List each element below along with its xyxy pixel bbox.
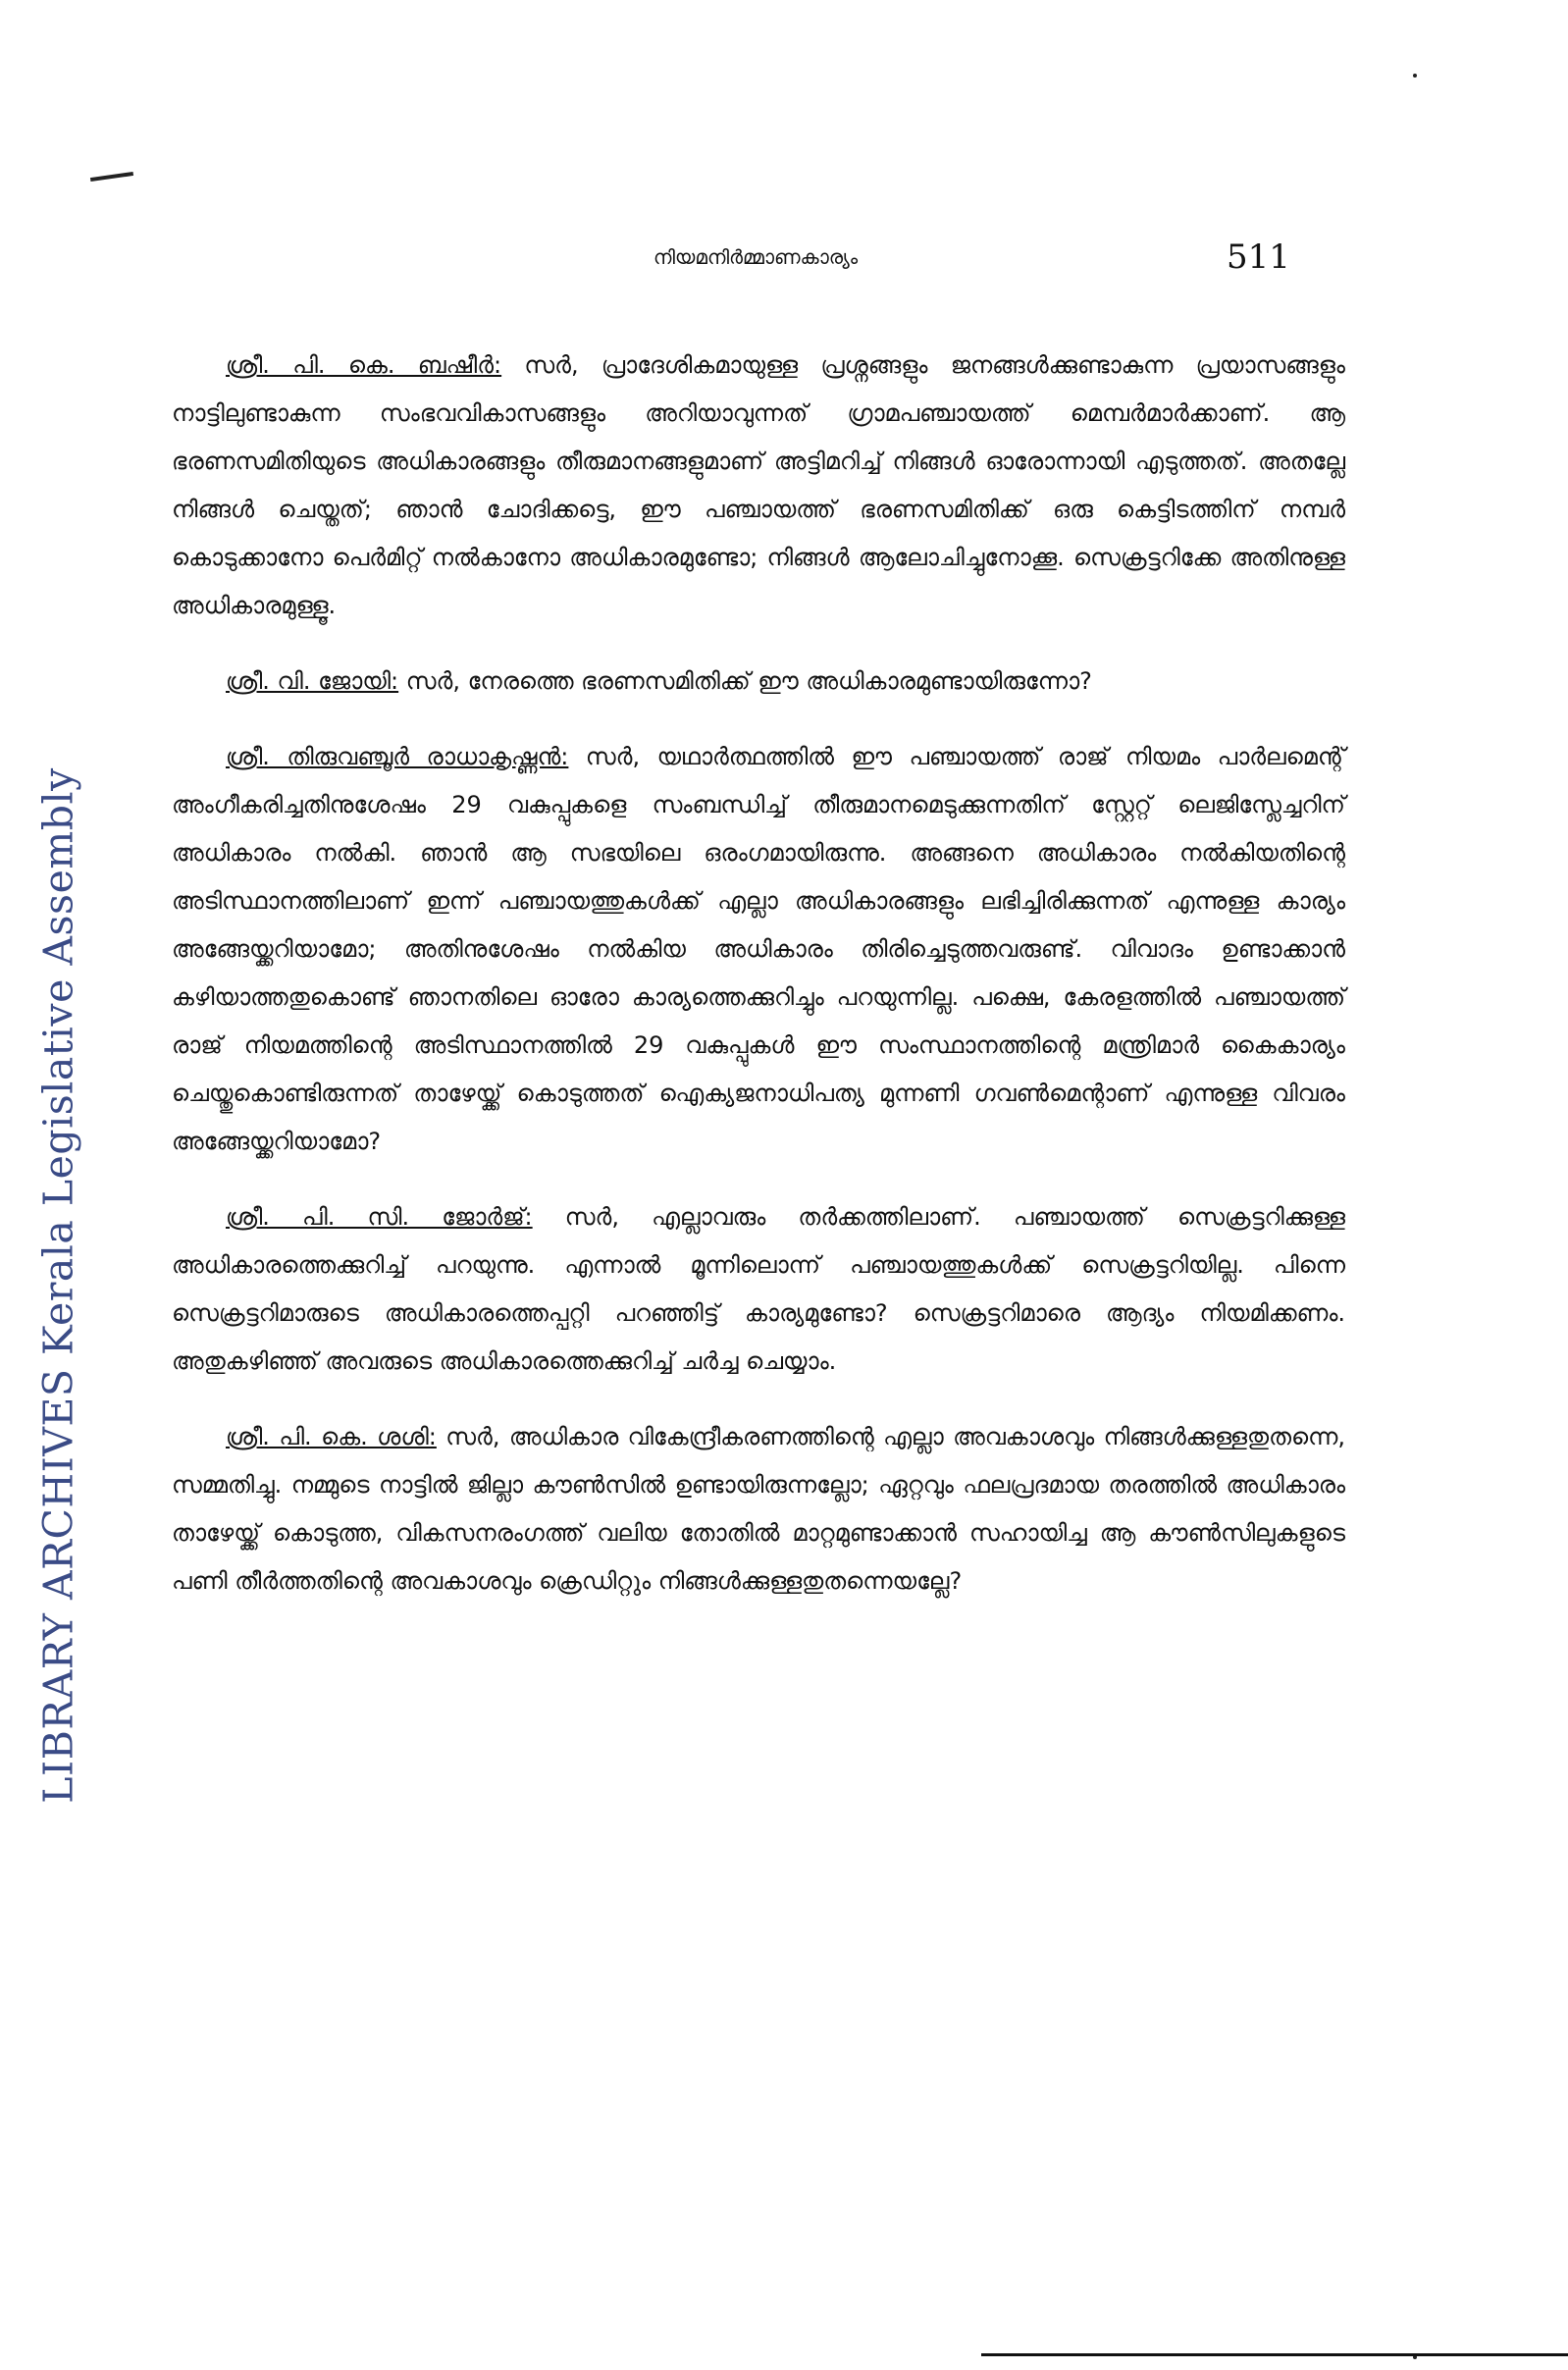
document-body <box>172 342 1345 1633</box>
speaker-name: ശ്രീ. പി. കെ. ബഷീർ: <box>226 351 502 379</box>
speech-text: സർ, എല്ലാവരും തർക്കത്തിലാണ്. പഞ്ചായത്ത് സെക്രട്ടറിക്കുള്ള അധികാരത്തെക്കുറിച്ച് പറയുന്നു. എന്നാൽ മൂന്നിലൊന്ന് പഞ്ചായത്തുകൾക്ക് സെക്രട്ടറിയില്ല. പിന്നെ സെക്രട്ടറിമാരുടെ അധികാരത്തെപ്പറ്റി പറഞ്ഞിട്ട് കാര്യമുണ്ടോ? സെക്രട്ടറിമാരെ ആദ്യം നിയമിക്കണം. അതുകഴിഞ്ഞ് അവരുടെ അധികാരത്തെക്കുറിച്ച് ചർച്ച ചെയ്യാം. <box>172 1203 1345 1375</box>
speech-text: സർ, യഥാർത്ഥത്തിൽ ഈ പഞ്ചായത്ത് രാജ് നിയമം പാർലമെന്റ് അംഗീകരിച്ചതിനുശേഷം 29 വകുപ്പുകളെ സംബന്ധിച്ച് തീരുമാനമെടുക്കുന്നതിന് സ്റ്റേറ്റ് ലെജിസ്ലേച്ചറിന് അധികാരം നൽകി. ഞാൻ ആ സഭയിലെ ഒരംഗമായിരുന്നു. അങ്ങനെ അധികാരം നൽകിയതിന്റെ അടിസ്ഥാനത്തിലാണ് ഇന്ന് പഞ്ചായത്തുകൾക്ക് എല്ലാ അധികാരങ്ങളും ലഭിച്ചിരിക്കുന്നത് എന്നുള്ള കാര്യം അങ്ങേയ്ക്കറിയാമോ; അതിനുശേഷം നൽകിയ അധികാരം തിരിച്ചെടുത്തവരുണ്ട്. വിവാദം ഉണ്ടാക്കാൻ കഴിയാത്തതുകൊണ്ട് ഞാനതിലെ ഓരോ കാര്യത്തെക്കുറിച്ചും പറയുന്നില്ല. പക്ഷെ, കേരളത്തിൽ പഞ്ചായത്ത് രാജ് നിയമത്തിന്റെ അടിസ്ഥാനത്തിൽ 29 വകുപ്പുകൾ ഈ സംസ്ഥാനത്തിന്റെ മന്ത്രിമാർ കൈകാര്യം ചെയ്തുകൊണ്ടിരുന്നത് താഴേയ്ക്ക് കൊടുത്തത് ഐക്യജനാധിപത്യ മുന്നണി ഗവൺമെന്റാണ് എന്നുള്ള വിവരം അങ്ങേയ്ക്കറിയാമോ? <box>172 743 1345 1155</box>
archive-watermark <box>29 648 88 1923</box>
scan-dot <box>1413 74 1417 78</box>
scan-mark-top-left <box>90 172 133 182</box>
speech-paragraph <box>172 342 1345 630</box>
speech-text: സർ, അധികാര വികേന്ദ്രീകരണത്തിന്റെ എല്ലാ അവകാശവും നിങ്ങൾക്കുള്ളതുതന്നെ, സമ്മതിച്ചു. നമ്മുടെ നാട്ടിൽ ജില്ലാ കൗൺസിൽ ഉണ്ടായിരുന്നല്ലോ; ഏറ്റവും ഫലപ്രദമായ തരത്തിൽ അധികാരം താഴേയ്ക്ക് കൊടുത്ത, വികസനരംഗത്ത് വലിയ തോതിൽ മാറ്റമുണ്ടാക്കാൻ സഹായിച്ച ആ കൗൺസിലുകളുടെ പണി തീർത്തതിന്റെ അവകാശവും ക്രെഡിറ്റും നിങ്ങൾക്കുള്ളതുതന്നെയല്ലേ? <box>172 1423 1345 1595</box>
page-number: 511 <box>1227 237 1290 277</box>
speaker-name: ശ്രീ. വി. ജോയി: <box>226 667 399 695</box>
speech-paragraph <box>172 733 1345 1166</box>
speaker-name: ശ്രീ. പി. കെ. ശശി: <box>226 1423 437 1450</box>
speech-text: സർ, പ്രാദേശികമായുള്ള പ്രശ്നങ്ങളും ജനങ്ങൾക്കുണ്ടാകുന്ന പ്രയാസങ്ങളും നാട്ടിലുണ്ടാകുന്ന സംഭവവികാസങ്ങളും അറിയാവുന്നത് ഗ്രാമപഞ്ചായത്ത് മെമ്പർമാർക്കാണ്. ആ ഭരണസമിതിയുടെ അധികാരങ്ങളും തീരുമാനങ്ങളുമാണ് അട്ടിമറിച്ച് നിങ്ങൾ ഓരോന്നായി എടുത്തത്. അതല്ലേ നിങ്ങൾ ചെയ്തത്; ഞാൻ ചോദിക്കട്ടെ, ഈ പഞ്ചായത്ത് ഭരണസമിതിക്ക് ഒരു കെട്ടിടത്തിന് നമ്പർ കൊടുക്കാനോ പെർമിറ്റ് നൽകാനോ അധികാരമുണ്ടോ; നിങ്ങൾ ആലോചിച്ചുനോക്കൂ. സെക്രട്ടറിക്കേ അതിനുള്ള അധികാരമുള്ളൂ. <box>172 351 1345 619</box>
page-header <box>0 237 1568 277</box>
speech-paragraph <box>172 1193 1345 1386</box>
speaker-name: ശ്രീ. പി. സി. ജോർജ്: <box>226 1203 533 1231</box>
speech-text: സർ, നേരത്തെ ഭരണസമിതിക്ക് ഈ അധികാരമുണ്ടായിരുന്നോ? <box>398 667 1092 695</box>
archive-watermark-text: LIBRARY ARCHIVES Kerala Legislative Assembly <box>35 767 82 1804</box>
speaker-name: ശ്രീ. തിരുവഞ്ചൂർ രാധാകൃഷ്ണൻ: <box>226 743 569 770</box>
running-header-title: നിയമനിർമ്മാണകാര്യം <box>653 245 859 269</box>
scan-edge-rule <box>981 2353 1568 2356</box>
speech-paragraph <box>172 1413 1345 1606</box>
speech-paragraph <box>172 658 1345 706</box>
